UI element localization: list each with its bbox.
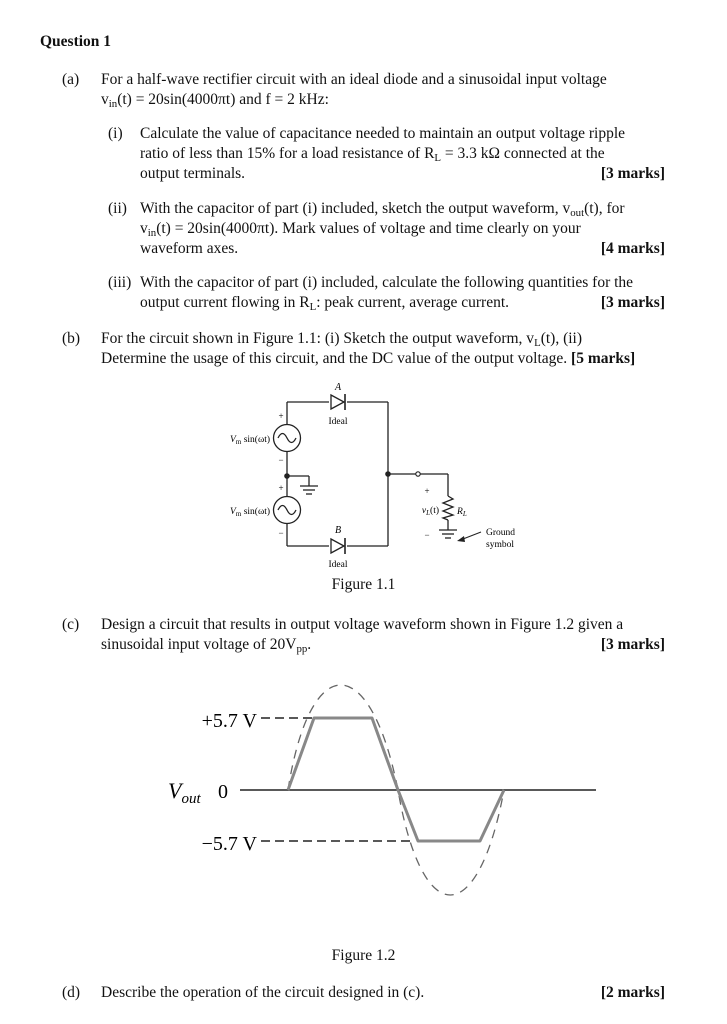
resistor-icon [443, 496, 453, 520]
source-bottom-label: $V_m$ sin(ωt) [230, 507, 270, 518]
diode-b-ideal-label: Ideal [328, 560, 348, 570]
part-a-i-line1: Calculate the value of capacitance needed to maintain an output voltage ripple [140, 125, 626, 142]
part-c-label: (c) [62, 616, 80, 633]
diode-b-label: B [334, 525, 342, 536]
pos-clip-label: +5.7 V [201, 710, 257, 732]
part-a-intro-line1: For a half-wave rectifier circuit with an ideal diode and a sinusoidal input voltage [101, 71, 607, 88]
part-b-text [101, 329, 665, 369]
part-a-i-text [140, 124, 665, 184]
part-c-text [101, 615, 665, 655]
output-plus: + [424, 486, 430, 496]
figure-1-2-waveform [160, 670, 610, 905]
source-top-label: $V_m$ sin(ωt) [230, 435, 270, 446]
ground-icon [300, 486, 318, 494]
diode-icon [331, 394, 345, 410]
ground-label-2: symbol [486, 540, 514, 550]
part-a-ii-line2: $v_{in}(t) = 20\sin(4000\pi t)$. Mark values of voltage and time clearly on your [140, 220, 581, 239]
source-bottom-plus: + [278, 483, 284, 493]
part-d-line: Describe the operation of the circuit designed in (c). [101, 984, 425, 1001]
node-dot [385, 471, 391, 477]
part-a-iii-marks: [3 marks] [600, 294, 665, 311]
part-a-i-line2: ratio of less than 15% for a load resistance of $R_L = 3.3$ kΩ connected at the [140, 145, 605, 164]
ground-icon [439, 530, 457, 538]
part-a-ii-label: (ii) [108, 200, 127, 217]
source-top-plus: + [278, 411, 284, 421]
diode-icon [331, 538, 345, 554]
part-a-ii-marks: [4 marks] [600, 240, 665, 257]
zero-label: 0 [218, 781, 228, 803]
part-a-iii-line1: With the capacitor of part (i) included, calculate the following quantities for the [140, 274, 634, 291]
part-c-line1: Design a circuit that results in output voltage waveform shown in Figure 1.2 given a [101, 616, 624, 633]
diode-a-ideal-label: Ideal [328, 417, 348, 427]
part-a-i-line3: output terminals. [140, 165, 246, 182]
part-d-marks: [2 marks] [600, 984, 665, 1001]
part-b-line2: Determine the usage of this circuit, and the DC value of the output voltage. [5 marks] [101, 350, 636, 367]
part-a-i-marks: [3 marks] [600, 165, 665, 182]
part-a-iii-text [140, 273, 665, 313]
ac-source-icon [274, 425, 301, 452]
part-a-intro [101, 70, 665, 110]
part-a-label: (a) [62, 71, 80, 88]
vout-label: $V_{out}$ [168, 778, 201, 807]
part-c-line2: sinusoidal input voltage of $20V_{pp}$. [101, 636, 312, 655]
diode-a-label: A [334, 382, 342, 393]
figure-1-2-caption: Figure 1.2 [331, 947, 396, 964]
ac-source-icon [274, 497, 301, 524]
node-dot [284, 473, 290, 479]
ground-label-1: Ground [486, 528, 516, 538]
part-b-label: (b) [62, 330, 81, 347]
part-a-iii-line2: output current flowing in $R_L$: peak current, average current. [140, 294, 510, 313]
figure-1-1-caption: Figure 1.1 [331, 576, 396, 593]
vl-label: $v_L(t)$ [421, 506, 439, 517]
source-bottom-minus: − [278, 528, 284, 538]
part-b-marks: [5 marks] [571, 350, 636, 367]
figure-1-1-circuit [205, 378, 535, 573]
source-top-minus: − [278, 455, 284, 465]
part-d-label: (d) [62, 984, 81, 1001]
part-a-i-label: (i) [108, 125, 123, 142]
question-title: Question 1 [40, 33, 112, 50]
part-a-ii-line1: With the capacitor of part (i) included, sketch the output waveform, $v_{out}(t)$, for [140, 200, 625, 219]
part-a-ii-line3: waveform axes. [140, 240, 239, 257]
part-a-iii-label: (iii) [108, 274, 132, 291]
neg-clip-label: −5.7 V [201, 833, 257, 855]
part-c-marks: [3 marks] [600, 636, 665, 653]
part-d-text [101, 983, 665, 1003]
output-minus: − [424, 530, 430, 540]
rl-label: $R_L$ [457, 507, 467, 518]
clipped-output-waveform [288, 718, 504, 841]
part-a-intro-line2: $v_{in}(t) = 20\sin(4000\pi t)$ and f = 2 kHz: [101, 91, 329, 110]
output-terminal [416, 472, 420, 476]
part-b-line1: For the circuit shown in Figure 1.1: (i) Sketch the output waveform, $v_L(t)$, (ii) [101, 330, 583, 349]
part-a-ii-text [140, 199, 665, 259]
